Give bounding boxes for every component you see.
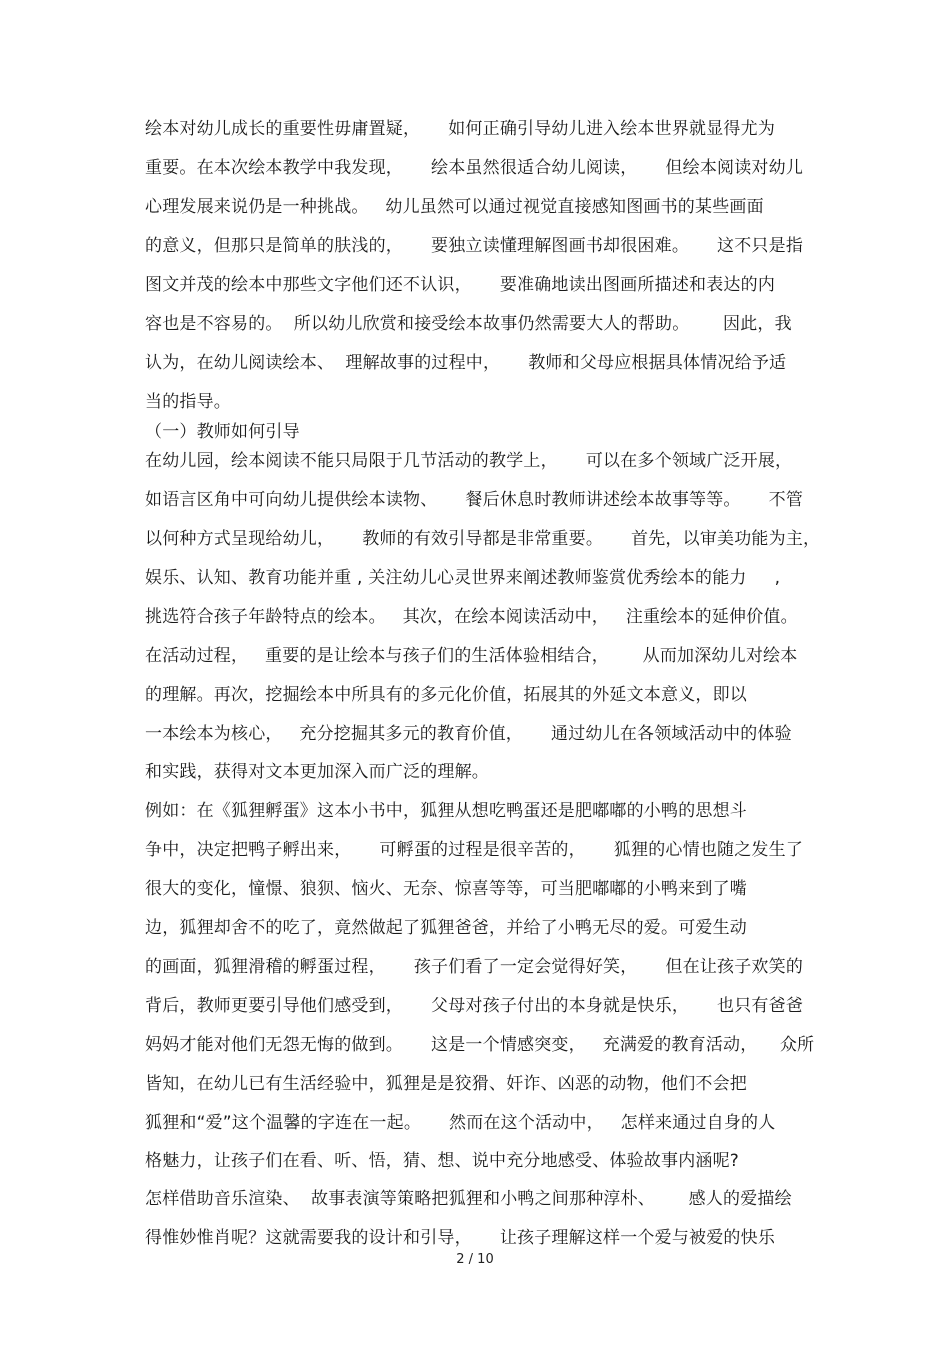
text-line: 格魅力，让孩子们在看、听、悟，猜、想、说中充分地感受、体验故事内涵呢? [145, 1151, 740, 1171]
text-line: 边，狐狸却舍不的吃了，竟然做起了狐狸爸爸，并给了小鸭无尽的爱。可爱生动 [145, 918, 747, 938]
text-line: 如语言区角中可向幼儿提供绘本读物、 餐后休息时教师讲述绘本故事等等。 不管 [145, 490, 804, 510]
text-line: 得惟妙惟肖呢？这就需要我的设计和引导， 让孩子理解这样一个爱与被爱的快乐 [145, 1228, 776, 1248]
text-line: 的意义，但那只是简单的肤浅的， 要独立读懂理解图画书却很困难。 这不只是指 [145, 236, 804, 256]
text-line: 例如：在《狐狸孵蛋》这本小书中，狐狸从想吃鸭蛋还是肥嘟嘟的小鸭的思想斗 [145, 801, 747, 821]
page-number: 2 / 10 [456, 1252, 494, 1267]
text-line: 挑选符合孩子年龄特点的绘本。 其次，在绘本阅读活动中， 注重绘本的延伸价值。 [145, 607, 798, 627]
text-line: 娱乐、认知、教育功能并重 , 关注幼儿心灵世界来阐述教师鉴赏优秀绘本的能力 , [145, 568, 781, 588]
text-line: 怎样借助音乐渲染、 故事表演等策略把狐狸和小鸭之间那种淳朴、 感人的爱描绘 [145, 1189, 792, 1209]
text-line: 以何种方式呈现给幼儿， 教师的有效引导都是非常重要。 首先，以审美功能为主， [145, 529, 821, 549]
text-line: 绘本对幼儿成长的重要性毋庸置疑， 如何正确引导幼儿进入绘本世界就显得尤为 [145, 119, 776, 139]
text-line: 皆知，在幼儿已有生活经验中，狐狸是是狡猾、奸诈、凶恶的动物，他们不会把 [145, 1074, 747, 1094]
text-line: 狐狸和“爱”这个温馨的字连在一起。 然而在这个活动中， 怎样来通过自身的人 [145, 1113, 776, 1133]
text-line: 的画面，狐狸滑稽的孵蛋过程， 孩子们看了一定会觉得好笑， 但在让孩子欢笑的 [145, 957, 804, 977]
text-line: （一）教师如何引导 [145, 422, 300, 442]
text-line: 很大的变化，憧憬、狼狈、恼火、无奈、惊喜等等，可当肥嘟嘟的小鸭来到了嘴 [145, 879, 747, 899]
text-line: 的理解。再次，挖掘绘本中所具有的多元化价值，拓展其的外延文本意义，即以 [145, 685, 747, 705]
text-line: 认为，在幼儿阅读绘本、 理解故事的过程中， 教师和父母应根据具体情况给予适 [145, 353, 787, 373]
text-line: 争中，决定把鸭子孵出来， 可孵蛋的过程是很辛苦的， 狐狸的心情也随之发生了 [145, 840, 804, 860]
text-line: 一本绘本为核心， 充分挖掘其多元的教育价值， 通过幼儿在各领域活动中的体验 [145, 724, 792, 744]
text-line: 在幼儿园，绘本阅读不能只局限于几节活动的教学上， 可以在多个领域广泛开展， [145, 451, 793, 471]
text-line: 重要。在本次绘本教学中我发现， 绘本虽然很适合幼儿阅读， 但绘本阅读对幼儿 [145, 158, 804, 178]
text-line: 在活动过程， 重要的是让绘本与孩子们的生活体验相结合， 从而加深幼儿对绘本 [145, 646, 798, 666]
text-line: 图文并茂的绘本中那些文字他们还不认识， 要准确地读出图画所描述和表达的内 [145, 275, 776, 295]
text-line: 和实践，获得对文本更加深入而广泛的理解。 [145, 762, 489, 782]
text-line: 容也是不容易的。 所以幼儿欣赏和接受绘本故事仍然需要大人的帮助。 因此，我 [145, 314, 792, 334]
text-line: 妈妈才能对他们无怨无悔的做到。 这是一个情感突变， 充满爱的教育活动， 众所 [145, 1035, 815, 1055]
text-line: 心理发展来说仍是一种挑战。 幼儿虽然可以通过视觉直接感知图画书的某些画面 [145, 197, 764, 217]
text-line: 当的指导。 [145, 392, 231, 412]
text-line: 背后，教师更要引导他们感受到， 父母对孩子付出的本身就是快乐， 也只有爸爸 [145, 996, 804, 1016]
